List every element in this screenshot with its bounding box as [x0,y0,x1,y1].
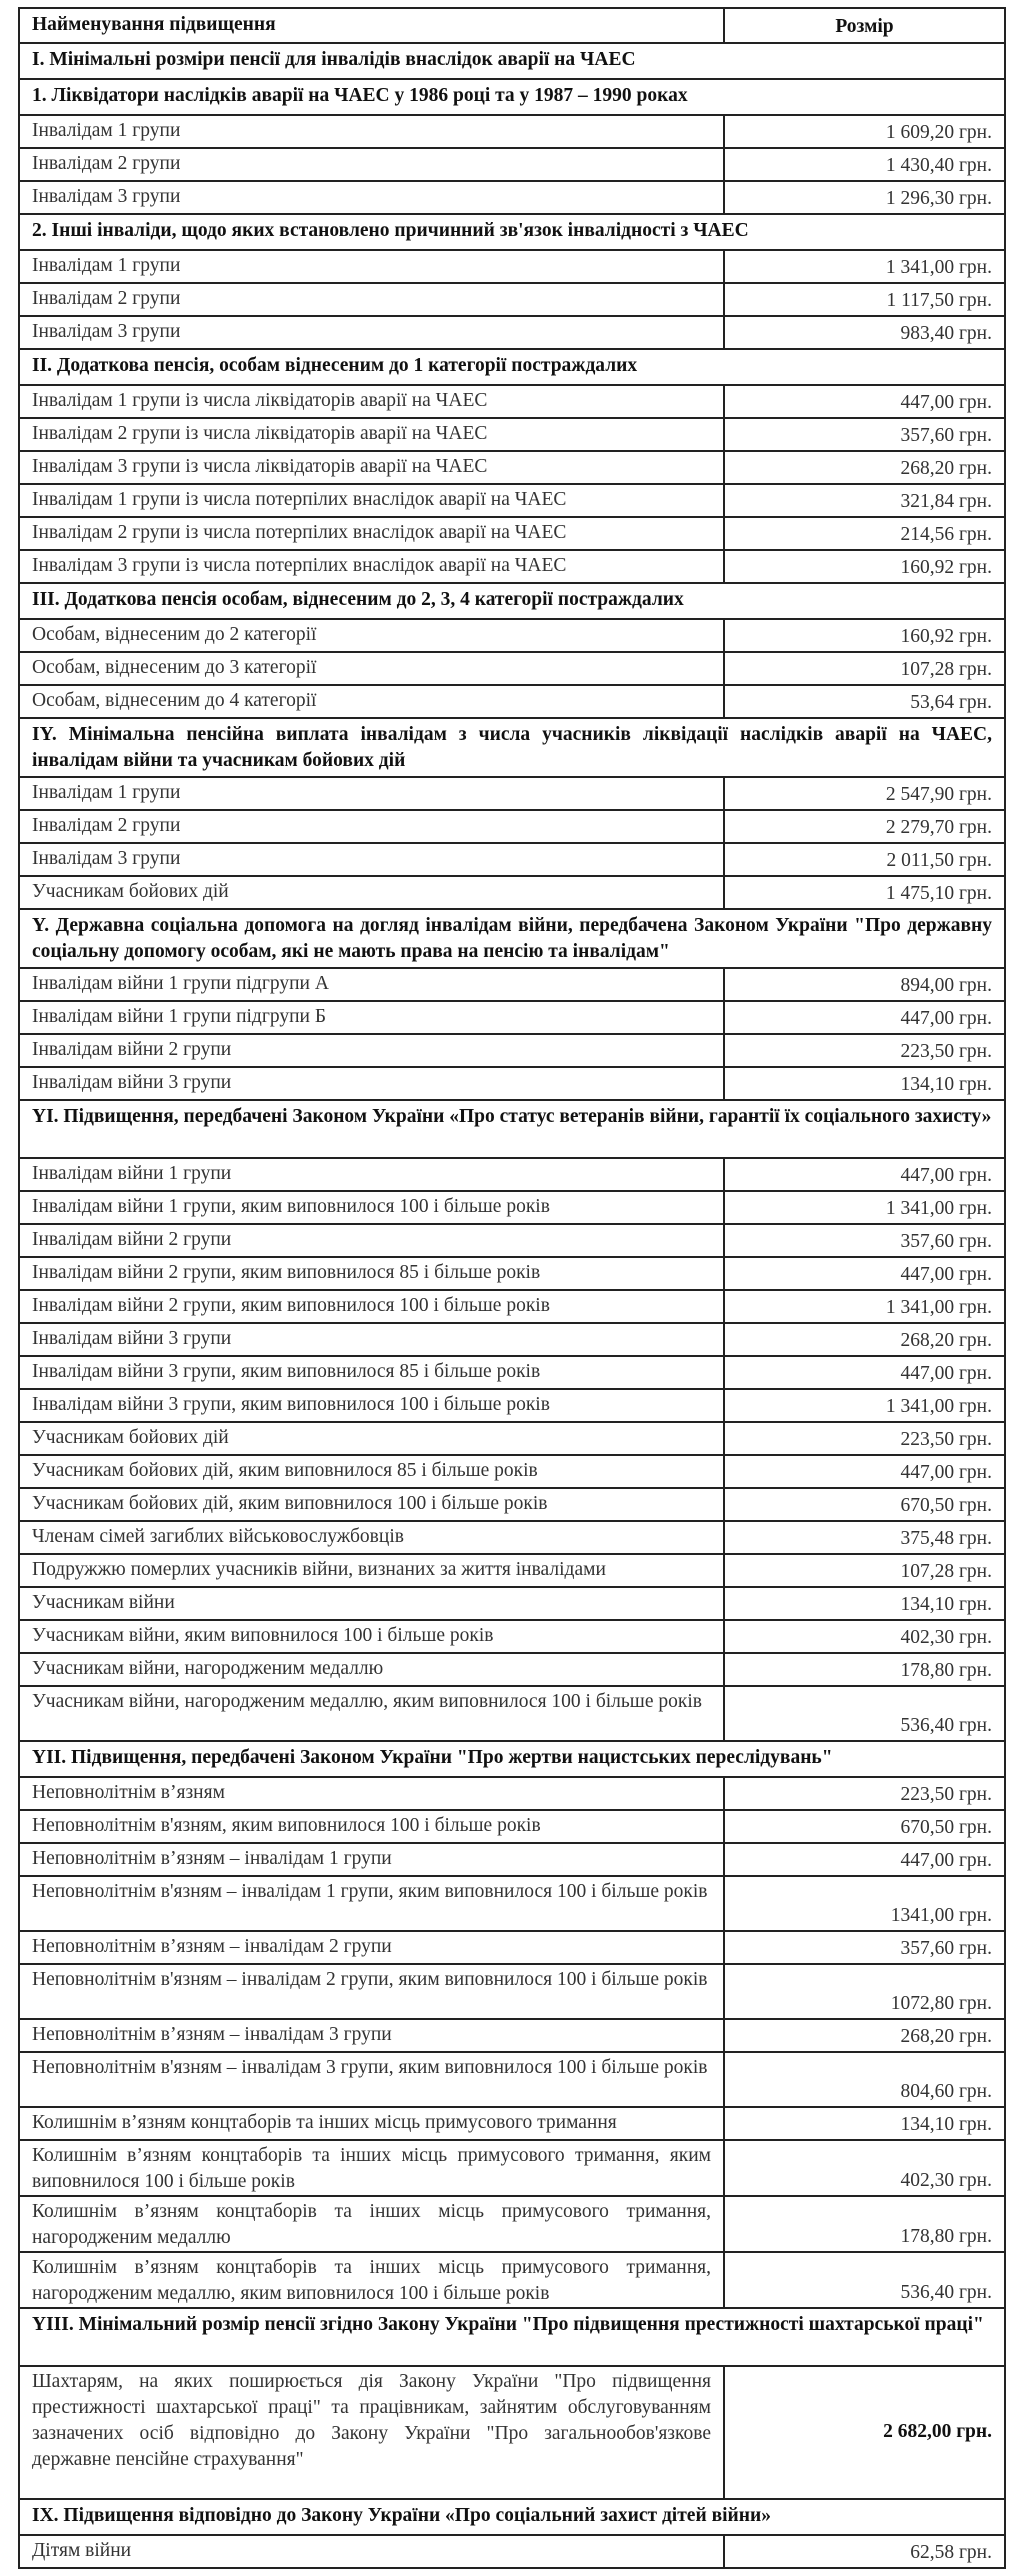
table-row [19,1964,1005,2019]
row-name: Інвалідам 2 групи із числа потерпілих внаслідок аварії на ЧАЕС [19,517,724,550]
row-value: 1 475,10 грн. [724,876,1005,909]
row-name: Інвалідам війни 3 групи, яким виповнилося 100 і більше років [19,1389,724,1422]
row-value: 134,10 грн. [724,2107,1005,2140]
row-value: 160,92 грн. [724,619,1005,652]
row-name: Неповнолітнім в’язням – інвалідам 2 групи [19,1931,724,1964]
section-title: ІY. Мінімальна пенсійна виплата інвалідам з числа учасників ліквідації наслідків аварії на ЧАЕС, інвалідам війни та учасникам бойових дій [19,718,1005,777]
row-name: Інвалідам війни 1 групи підгрупи Б [19,1001,724,1034]
row-value: 402,30 грн. [724,2140,1005,2196]
table-row [19,250,1005,283]
table-row [19,843,1005,876]
section-title: ІХ. Підвищення відповідно до Закону України «Про соціальний захист дітей війни» [19,2499,1005,2535]
row-value: 268,20 грн. [724,451,1005,484]
row-name: Неповнолітнім в'язням, яким виповнилося 100 і більше років [19,1810,724,1843]
row-value: 670,50 грн. [724,1810,1005,1843]
table-row [19,1653,1005,1686]
section-heading [19,718,1005,777]
row-value: 178,80 грн. [724,1653,1005,1686]
section-heading [19,1100,1005,1158]
table-row [19,1001,1005,1034]
row-value: 447,00 грн. [724,1001,1005,1034]
row-value: 357,60 грн. [724,1224,1005,1257]
row-value: 134,10 грн. [724,1067,1005,1100]
table-row [19,316,1005,349]
row-value: 447,00 грн. [724,1158,1005,1191]
table-row [19,1034,1005,1067]
row-name: Інвалідам 1 групи із числа ліквідаторів аварії на ЧАЕС [19,385,724,418]
row-name: Інвалідам 1 групи [19,250,724,283]
row-name: Особам, віднесеним до 4 категорії [19,685,724,718]
table-row [19,418,1005,451]
row-value: 536,40 грн. [724,2252,1005,2308]
table-row [19,2252,1005,2308]
row-value: 1072,80 грн. [724,1964,1005,2019]
row-value: 1 341,00 грн. [724,250,1005,283]
row-name: Інвалідам війни 1 групи підгрупи А [19,968,724,1001]
table-row [19,1224,1005,1257]
table-row [19,619,1005,652]
row-value: 160,92 грн. [724,550,1005,583]
table-row [19,115,1005,148]
row-name: Інвалідам війни 3 групи [19,1323,724,1356]
section-title: YІ. Підвищення, передбачені Законом України «Про статус ветеранів війни, гарантії їх соціального захисту» [19,1100,1005,1158]
row-name: Інвалідам 2 групи [19,283,724,316]
table-row [19,2107,1005,2140]
table-row [19,517,1005,550]
table-row [19,968,1005,1001]
table-row [19,1356,1005,1389]
section-title: І. Мінімальні розміри пенсії для інвалідів внаслідок аварії на ЧАЕС [19,43,1005,79]
table-row [19,1323,1005,1356]
row-value: 2 011,50 грн. [724,843,1005,876]
row-name: Учасникам бойових дій, яким виповнилося 100 і більше років [19,1488,724,1521]
row-value: 321,84 грн. [724,484,1005,517]
row-name: Колишнім в’язням концтаборів та інших місць примусового тримання [19,2107,724,2140]
row-value: 2 279,70 грн. [724,810,1005,843]
table-row [19,550,1005,583]
table-row [19,2140,1005,2196]
row-name: Інвалідам війни 2 групи, яким виповнилося 85 і більше років [19,1257,724,1290]
row-name: Неповнолітнім в’язням – інвалідам 1 групи [19,1843,724,1876]
row-name: Інвалідам війни 2 групи, яким виповнилося 100 і більше років [19,1290,724,1323]
table-row [19,1488,1005,1521]
row-value: 402,30 грн. [724,1620,1005,1653]
row-name: Інвалідам 2 групи [19,810,724,843]
row-value: 357,60 грн. [724,1931,1005,1964]
section-heading [19,2308,1005,2366]
column-header-name: Найменування підвищення [19,8,724,43]
table-row [19,181,1005,214]
row-value: 375,48 грн. [724,1521,1005,1554]
section-heading [19,909,1005,968]
section-heading [19,2499,1005,2535]
section-title: ІІ. Додаткова пенсія, особам віднесеним до 1 категорії постраждалих [19,349,1005,385]
row-value: 2 547,90 грн. [724,777,1005,810]
table-row [19,777,1005,810]
row-name: Інвалідам війни 1 групи [19,1158,724,1191]
row-value: 62,58 грн. [724,2535,1005,2568]
row-value: 223,50 грн. [724,1422,1005,1455]
row-name: Колишнім в’язням концтаборів та інших місць примусового тримання, нагородженим медаллю [19,2196,724,2252]
row-value: 223,50 грн. [724,1034,1005,1067]
row-value: 447,00 грн. [724,1843,1005,1876]
subsection-heading [19,214,1005,250]
row-value: 2 682,00 грн. [724,2366,1005,2499]
table-row [19,385,1005,418]
row-name: Членам сімей загиблих військовослужбовців [19,1521,724,1554]
row-value: 53,64 грн. [724,685,1005,718]
table-row [19,2196,1005,2252]
row-name: Учасникам війни [19,1587,724,1620]
table-row [19,2366,1005,2499]
table-row [19,1191,1005,1224]
row-name: Інвалідам війни 3 групи, яким виповнилося 85 і більше років [19,1356,724,1389]
row-value: 1 341,00 грн. [724,1191,1005,1224]
table-row [19,1810,1005,1843]
table-row [19,1777,1005,1810]
row-name: Особам, віднесеним до 2 категорії [19,619,724,652]
row-value: 178,80 грн. [724,2196,1005,2252]
row-name: Неповнолітнім в'язням – інвалідам 3 групи, яким виповнилося 100 і більше років [19,2052,724,2107]
row-name: Неповнолітнім в’язням – інвалідам 3 групи [19,2019,724,2052]
row-name: Інвалідам 3 групи [19,316,724,349]
subsection-heading [19,79,1005,115]
table-row [19,1521,1005,1554]
section-heading [19,1741,1005,1777]
row-name: Інвалідам 3 групи із числа потерпілих внаслідок аварії на ЧАЕС [19,550,724,583]
row-value: 268,20 грн. [724,1323,1005,1356]
row-name: Інвалідам війни 2 групи [19,1034,724,1067]
row-value: 447,00 грн. [724,1257,1005,1290]
table-row [19,685,1005,718]
table-row [19,1587,1005,1620]
row-name: Шахтарям, на яких поширюється дія Закону України "Про підвищення престижності шахтарської праці" та працівникам, зайнятим обслуговуванням зазначених осіб відповідно до Закону України "Про загальнообов'язкове державне пенсійне страхування" [19,2366,724,2499]
row-value: 1 117,50 грн. [724,283,1005,316]
row-value: 536,40 грн. [724,1686,1005,1741]
table-row [19,1455,1005,1488]
section-heading [19,349,1005,385]
table-row [19,451,1005,484]
table-row [19,1843,1005,1876]
row-name: Неповнолітнім в’язням [19,1777,724,1810]
table-row [19,810,1005,843]
section-heading [19,583,1005,619]
table-row [19,2019,1005,2052]
row-value: 107,28 грн. [724,652,1005,685]
table-row [19,1257,1005,1290]
section-title: Y. Державна соціальна допомога на догляд інвалідам війни, передбачена Законом України "Про державну соціальну допомогу особам, які не мають права на пенсію та інвалідам" [19,909,1005,968]
row-name: Інвалідам 2 групи із числа ліквідаторів аварії на ЧАЕС [19,418,724,451]
row-name: Інвалідам війни 2 групи [19,1224,724,1257]
table-row [19,1620,1005,1653]
table-header-row [19,8,1005,43]
table-row [19,1389,1005,1422]
section-title: YІІ. Підвищення, передбачені Законом України "Про жертви нацистських переслідувань" [19,1741,1005,1777]
row-value: 214,56 грн. [724,517,1005,550]
row-name: Неповнолітнім в'язням – інвалідам 1 групи, яким виповнилося 100 і більше років [19,1876,724,1931]
row-value: 447,00 грн. [724,1455,1005,1488]
row-value: 357,60 грн. [724,418,1005,451]
row-value: 1341,00 грн. [724,1876,1005,1931]
row-value: 894,00 грн. [724,968,1005,1001]
table-row [19,2535,1005,2568]
row-value: 1 609,20 грн. [724,115,1005,148]
table-row [19,1422,1005,1455]
row-value: 1 430,40 грн. [724,148,1005,181]
row-name: Інвалідам 3 групи із числа ліквідаторів аварії на ЧАЕС [19,451,724,484]
row-value: 983,40 грн. [724,316,1005,349]
row-name: Учасникам війни, яким виповнилося 100 і більше років [19,1620,724,1653]
table-row [19,484,1005,517]
table-row [19,1876,1005,1931]
pension-increase-table [18,7,1006,2569]
row-name: Інвалідам 1 групи [19,777,724,810]
section-title: ІІІ. Додаткова пенсія особам, віднесеним до 2, 3, 4 категорії постраждалих [19,583,1005,619]
table-row [19,876,1005,909]
row-name: Колишнім в’язням концтаборів та інших місць примусового тримання, яким виповнилося 100 і більше років [19,2140,724,2196]
section-heading [19,43,1005,79]
row-name: Інвалідам 3 групи [19,843,724,876]
row-value: 1 341,00 грн. [724,1290,1005,1323]
pension-table-container [18,7,1004,2569]
row-name: Інвалідам 1 групи із числа потерпілих внаслідок аварії на ЧАЕС [19,484,724,517]
row-name: Інвалідам 2 групи [19,148,724,181]
row-name: Колишнім в’язням концтаборів та інших місць примусового тримання, нагородженим медаллю, яким виповнилося 100 і більше років [19,2252,724,2308]
row-name: Особам, віднесеним до 3 категорії [19,652,724,685]
row-value: 107,28 грн. [724,1554,1005,1587]
row-value: 804,60 грн. [724,2052,1005,2107]
row-value: 447,00 грн. [724,1356,1005,1389]
row-name: Дітям війни [19,2535,724,2568]
table-row [19,1554,1005,1587]
row-name: Учасникам війни, нагородженим медаллю [19,1653,724,1686]
column-header-value: Розмір [724,8,1005,43]
subsection-title: 1. Ліквідатори наслідків аварії на ЧАЕС у 1986 році та у 1987 – 1990 роках [19,79,1005,115]
row-value: 268,20 грн. [724,2019,1005,2052]
row-value: 1 296,30 грн. [724,181,1005,214]
row-value: 1 341,00 грн. [724,1389,1005,1422]
table-row [19,1931,1005,1964]
row-value: 134,10 грн. [724,1587,1005,1620]
row-name: Учасникам війни, нагородженим медаллю, яким виповнилося 100 і більше років [19,1686,724,1741]
row-name: Інвалідам війни 1 групи, яким виповнилося 100 і більше років [19,1191,724,1224]
row-name: Інвалідам 3 групи [19,181,724,214]
row-name: Інвалідам 1 групи [19,115,724,148]
row-name: Учасникам бойових дій [19,1422,724,1455]
table-row [19,1686,1005,1741]
row-name: Учасникам бойових дій, яким виповнилося 85 і більше років [19,1455,724,1488]
table-row [19,1158,1005,1191]
row-value: 447,00 грн. [724,385,1005,418]
table-row [19,148,1005,181]
row-value: 223,50 грн. [724,1777,1005,1810]
subsection-title: 2. Інші інваліди, щодо яких встановлено причинний зв'язок інвалідності з ЧАЕС [19,214,1005,250]
table-row [19,1290,1005,1323]
table-row [19,2052,1005,2107]
row-name: Подружжю померлих учасників війни, визнаних за життя інвалідами [19,1554,724,1587]
table-row [19,283,1005,316]
row-name: Неповнолітнім в'язням – інвалідам 2 групи, яким виповнилося 100 і більше років [19,1964,724,2019]
table-row [19,652,1005,685]
row-value: 670,50 грн. [724,1488,1005,1521]
row-name: Інвалідам війни 3 групи [19,1067,724,1100]
section-title: YІІІ. Мінімальний розмір пенсії згідно Закону України "Про підвищення престижності шахтарської праці" [19,2308,1005,2366]
table-row [19,1067,1005,1100]
row-name: Учасникам бойових дій [19,876,724,909]
